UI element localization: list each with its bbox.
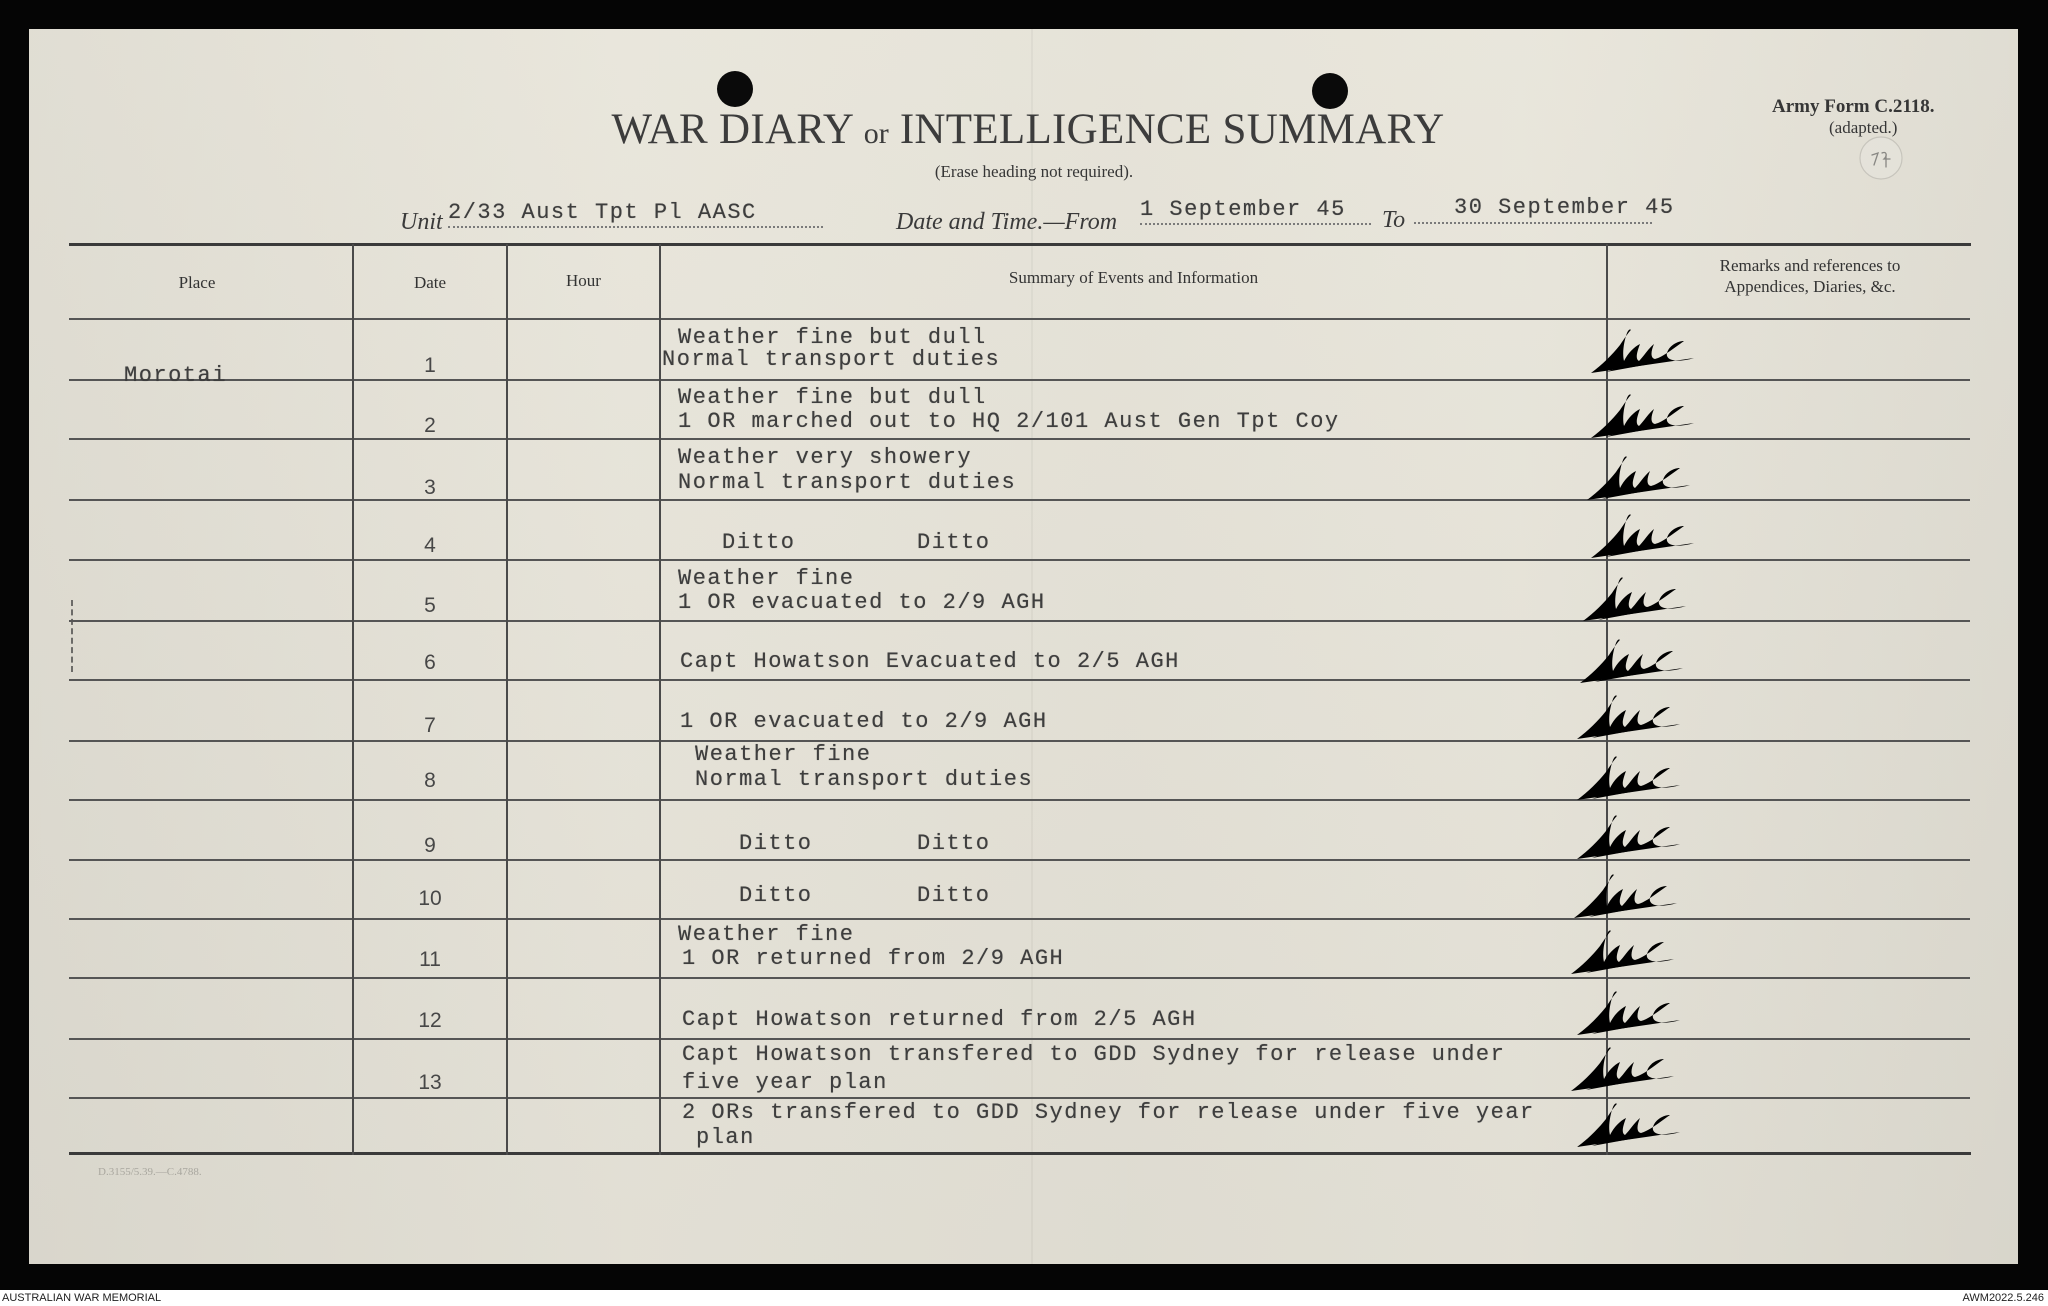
header-remarks-line1: Remarks and references to <box>1719 256 1901 275</box>
date-to-label: To <box>1382 207 1406 233</box>
summary-line: 1 OR returned from 2/9 AGH <box>682 946 1065 971</box>
ditto-mark: Ditto <box>917 883 991 908</box>
title-intelligence-summary: INTELLIGENCE SUMMARY <box>899 106 1445 153</box>
date-to-value: 30 September 45 <box>1454 195 1675 220</box>
summary-line: Capt Howatson Evacuated to 2/5 AGH <box>680 649 1180 674</box>
summary-line: 2 ORs transfered to GDD Sydney for release under five year <box>682 1100 1535 1125</box>
punch-hole <box>1312 73 1348 109</box>
summary-line: plan <box>696 1125 755 1150</box>
date-number: 3 <box>424 476 436 499</box>
unit-value: 2/33 Aust Tpt Pl AASC <box>448 200 757 225</box>
archive-accession-number: AWM2022.5.246 <box>1962 1292 2044 1304</box>
erase-heading-note: (Erase heading not required). <box>934 162 1134 181</box>
summary-line: Weather fine <box>678 922 855 947</box>
officer-initials <box>1580 573 1690 625</box>
officer-initials <box>1588 390 1698 442</box>
row-rule <box>69 1097 1970 1099</box>
form-title <box>578 105 1478 159</box>
row-rule <box>69 799 1970 801</box>
officer-initials <box>1577 635 1687 687</box>
date-number: 9 <box>424 834 436 857</box>
date-number: 7 <box>424 714 436 737</box>
ditto-mark: Ditto <box>917 831 991 856</box>
row-rule <box>69 918 1970 920</box>
archive-caption-strip <box>0 1290 2048 1306</box>
date-number: 1 <box>424 354 436 377</box>
summary-line: 1 OR evacuated to 2/9 AGH <box>678 590 1046 615</box>
ditto-mark: Ditto <box>722 530 796 555</box>
column-divider-hour-summary <box>659 244 661 1155</box>
unit-label: Unit <box>400 209 443 235</box>
date-number: 8 <box>424 769 436 792</box>
ditto-mark: Ditto <box>739 831 813 856</box>
table-bottom-rule <box>69 1152 1971 1155</box>
ditto-mark: Ditto <box>917 530 991 555</box>
summary-line: Weather fine <box>678 566 855 591</box>
officer-initials <box>1568 1043 1678 1095</box>
title-war-diary: WAR DIARY <box>611 106 853 153</box>
date-to-underline <box>1414 222 1652 224</box>
staple-marks <box>71 600 73 672</box>
header-summary: Summary of Events and Information <box>1008 268 1259 287</box>
summary-line: Weather very showery <box>678 445 973 470</box>
officer-initials <box>1588 325 1698 377</box>
unit-underline <box>448 226 823 228</box>
row-rule <box>69 977 1970 979</box>
date-number: 5 <box>424 594 436 617</box>
summary-line: Normal transport duties <box>678 470 1017 495</box>
header-bottom-rule <box>69 318 1970 320</box>
army-form-number: Army Form C.2118. <box>1772 96 1935 117</box>
row-rule <box>69 1038 1970 1040</box>
summary-line: Weather fine but dull <box>678 325 987 350</box>
date-number: 12 <box>418 1009 442 1032</box>
header-date: Date <box>413 273 447 292</box>
summary-line: 1 OR evacuated to 2/9 AGH <box>680 709 1048 734</box>
date-number: 4 <box>424 534 436 557</box>
archive-institution: AUSTRALIAN WAR MEMORIAL <box>2 1292 162 1304</box>
header-place: Place <box>178 273 216 292</box>
row-rule <box>69 740 1970 742</box>
date-number: 10 <box>418 887 442 910</box>
officer-initials <box>1571 870 1681 922</box>
officer-initials <box>1574 811 1684 863</box>
title-or: or <box>863 117 889 150</box>
date-time-from-label: Date and Time.—From <box>896 209 1118 235</box>
date-number: 11 <box>419 948 441 971</box>
ditto-mark: Ditto <box>739 883 813 908</box>
date-from-value: 1 September 45 <box>1140 197 1346 222</box>
header-hour: Hour <box>566 271 601 290</box>
row-rule <box>69 859 1970 861</box>
adapted-note: (adapted.) <box>1829 118 1898 137</box>
summary-line: Capt Howatson returned from 2/5 AGH <box>682 1007 1197 1032</box>
officer-initials <box>1574 752 1684 804</box>
officer-initials <box>1574 987 1684 1039</box>
summary-line: Weather fine but dull <box>678 385 987 410</box>
officer-initials <box>1568 926 1678 978</box>
officer-initials <box>1588 510 1698 562</box>
summary-line: 1 OR marched out to HQ 2/101 Aust Gen Tpt Coy <box>678 409 1340 434</box>
printer-imprint: D.3155/5.39.—C.4788. <box>98 1166 202 1178</box>
summary-line: Weather fine <box>695 742 872 767</box>
summary-line: Normal transport duties <box>662 347 1001 372</box>
date-number: 6 <box>424 651 436 674</box>
date-number: 2 <box>424 414 436 437</box>
date-number: 13 <box>418 1071 442 1094</box>
officer-initials <box>1574 1099 1684 1151</box>
punch-hole <box>717 71 753 107</box>
place-value: Morotai <box>124 363 227 388</box>
officer-initials <box>1584 452 1694 504</box>
officer-initials <box>1574 691 1684 743</box>
summary-line: five year plan <box>682 1070 888 1095</box>
row-rule <box>69 379 1970 381</box>
registry-stamp <box>1856 133 1906 183</box>
summary-line: Capt Howatson transfered to GDD Sydney for release under <box>682 1042 1506 1067</box>
summary-line: Normal transport duties <box>695 767 1034 792</box>
table-top-rule <box>69 243 1971 246</box>
date-from-underline <box>1140 223 1371 225</box>
header-remarks-line2: Appendices, Diaries, &c. <box>1724 277 1896 296</box>
